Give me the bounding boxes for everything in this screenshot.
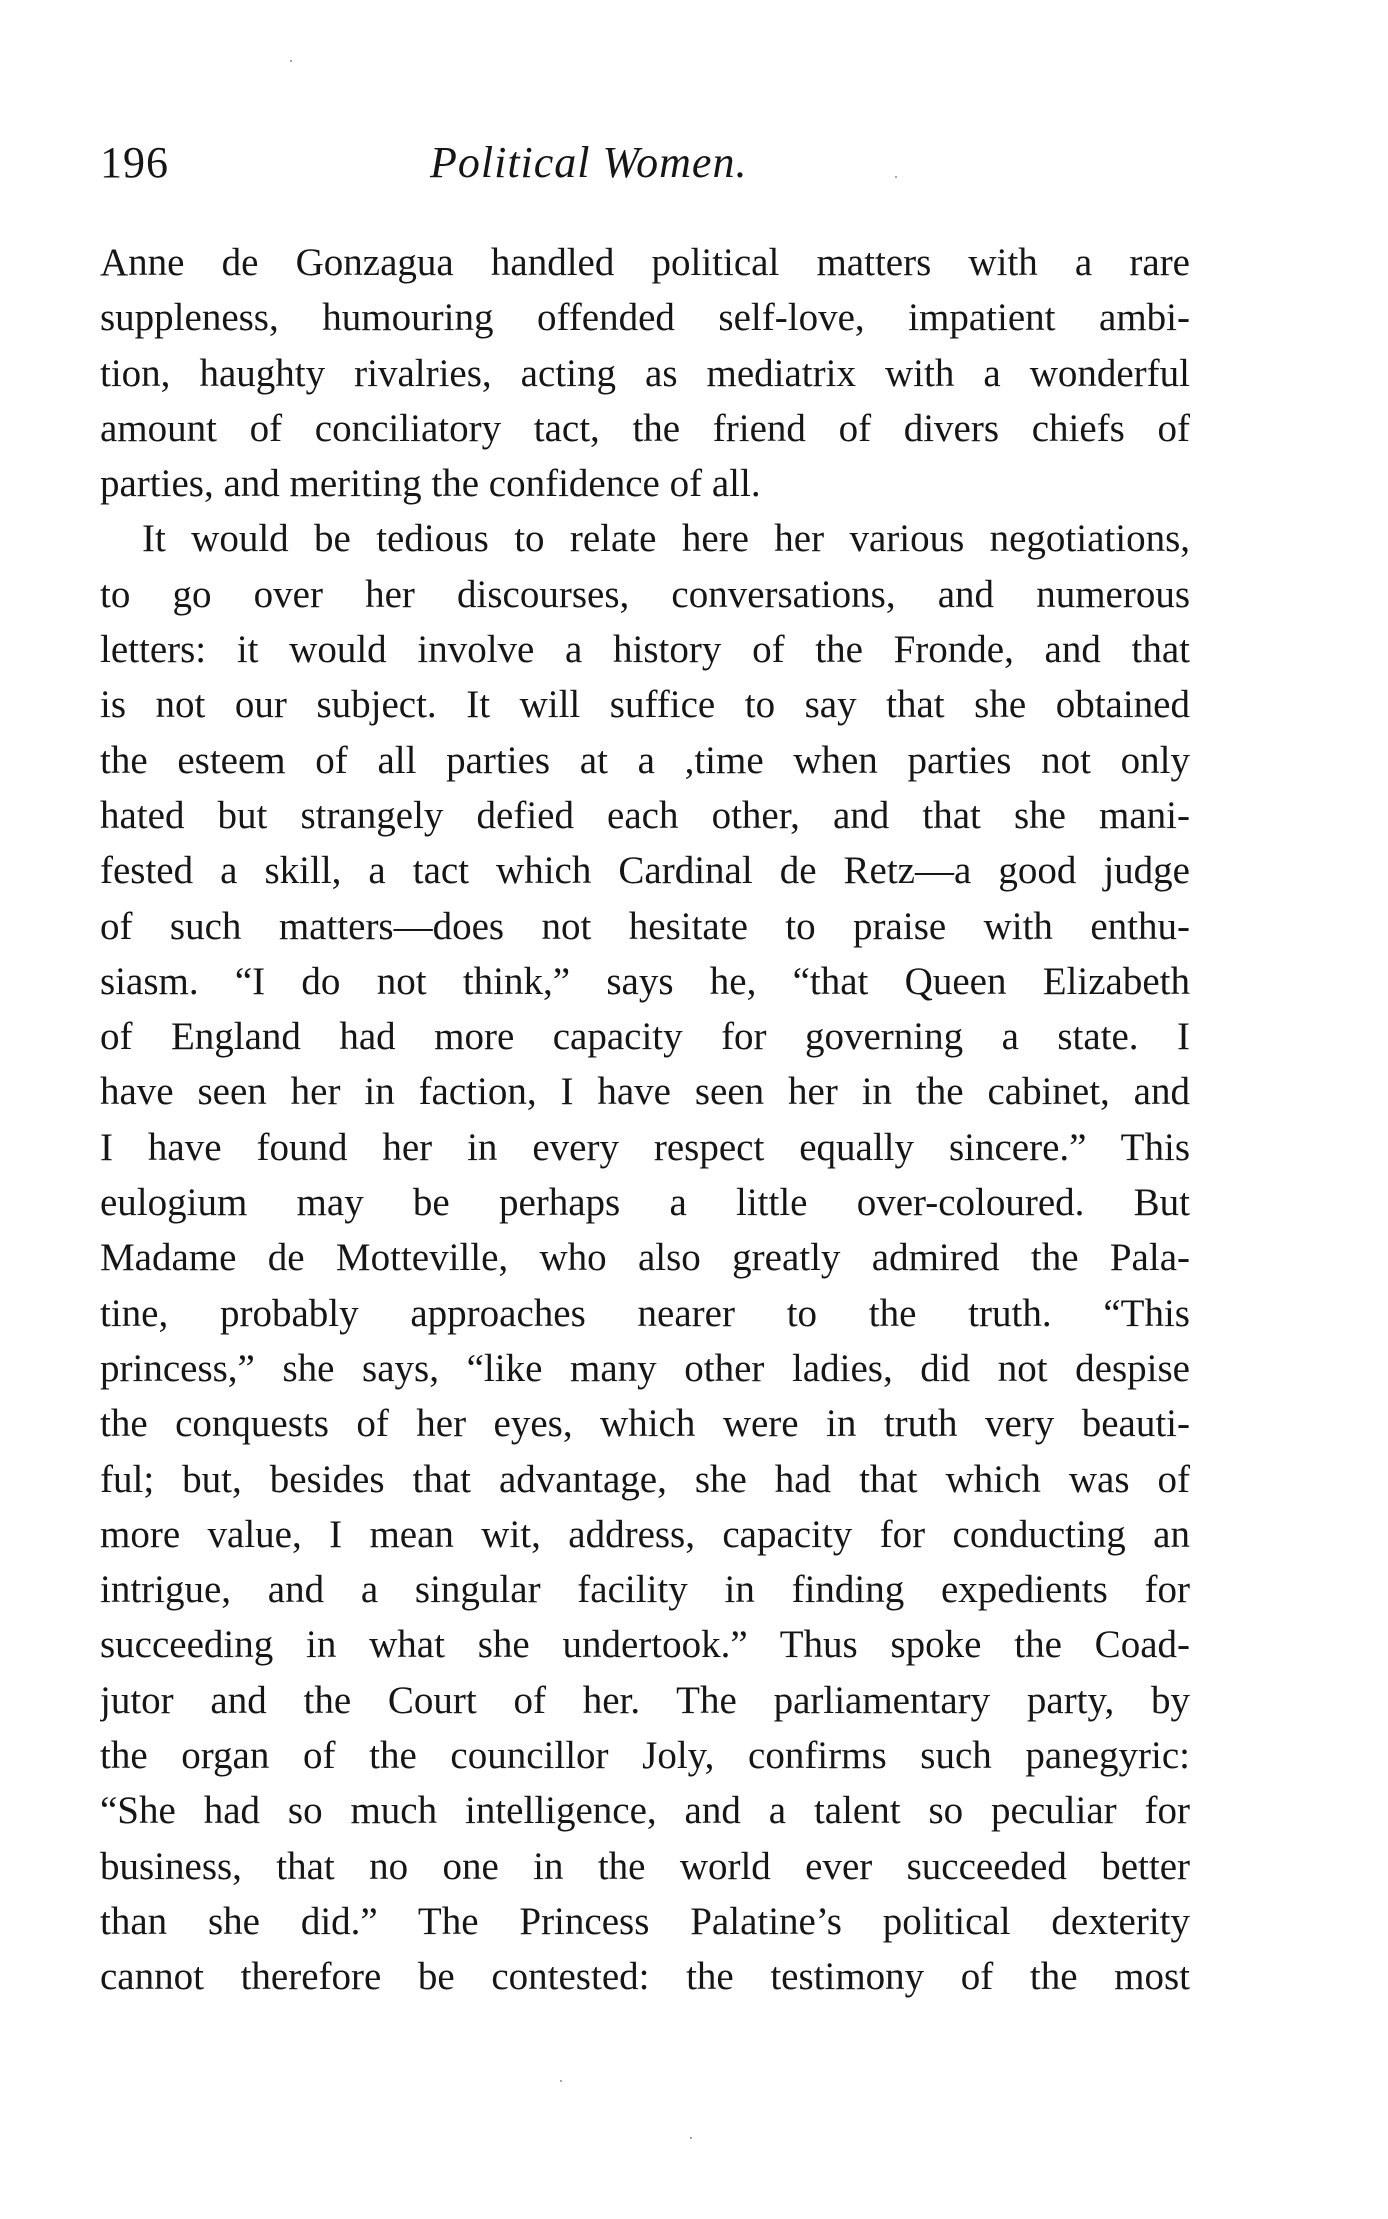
- text-line: intrigue, and a singular facility in finding expedients for: [100, 1568, 1190, 1612]
- text-line: parties, and meriting the confidence of all.: [100, 462, 761, 506]
- running-head: [100, 137, 1190, 197]
- text-line: than she did.” The Princess Palatine’s political dexterity: [100, 1899, 1190, 1943]
- text-line: of such matters—does not hesitate to praise with enthu-: [100, 904, 1190, 948]
- text-line: siasm. “I do not think,” says he, “that Queen Elizabeth: [100, 959, 1190, 1003]
- text-line: business, that no one in the world ever succeeded better: [100, 1844, 1190, 1888]
- text-line: fested a skill, a tact which Cardinal de Retz—a good judge: [100, 849, 1190, 893]
- paper-speck: [690, 2137, 692, 2139]
- page-number: 196: [100, 138, 169, 187]
- text-line: of England had more capacity for governing a state. I: [100, 1015, 1190, 1059]
- text-line: cannot therefore be contested: the testimony of the most: [100, 1955, 1190, 1999]
- text-line: suppleness, humouring offended self-love, impatient ambi-: [100, 296, 1190, 340]
- text-line: ful; but, besides that advantage, she had that which was of: [100, 1457, 1190, 1501]
- text-line: Madame de Motteville, who also greatly admired the Pala-: [100, 1236, 1190, 1280]
- text-line: It would be tedious to relate here her various negotiations,: [142, 517, 1190, 561]
- text-line: succeeding in what she undertook.” Thus spoke the Coad-: [100, 1623, 1190, 1667]
- body-text: [100, 235, 1190, 2005]
- text-line: is not our subject. It will suffice to say that she obtained: [100, 683, 1190, 727]
- text-line: jutor and the Court of her. The parliamentary party, by: [100, 1678, 1190, 1722]
- text-line: “She had so much intelligence, and a talent so peculiar for: [100, 1789, 1190, 1833]
- text-line: the organ of the councillor Joly, confirms such panegyric:: [100, 1734, 1190, 1778]
- text-line: eulogium may be perhaps a little over-coloured. But: [100, 1181, 1190, 1225]
- paper-speck: [560, 2080, 562, 2082]
- text-line: tion, haughty rivalries, acting as mediatrix with a wonderful: [100, 351, 1190, 395]
- text-line: amount of conciliatory tact, the friend of divers chiefs of: [100, 406, 1190, 450]
- text-line: Anne de Gonzagua handled political matters with a rare: [100, 241, 1190, 284]
- paper-speck: [290, 60, 292, 62]
- text-line: the conquests of her eyes, which were in truth very beauti-: [100, 1402, 1190, 1446]
- paper-speck: [895, 176, 897, 178]
- text-line: tine, probably approaches nearer to the truth. “This: [100, 1291, 1190, 1335]
- text-line: letters: it would involve a history of the Fronde, and that: [100, 628, 1190, 672]
- text-line: more value, I mean wit, address, capacity for conducting an: [100, 1512, 1190, 1556]
- running-title: Political Women.: [430, 138, 748, 187]
- text-line: to go over her discourses, conversations, and numerous: [100, 572, 1190, 616]
- text-line: I have found her in every respect equally sincere.” This: [100, 1125, 1190, 1169]
- text-line: princess,” she says, “like many other ladies, did not despise: [100, 1346, 1190, 1390]
- text-line: hated but strangely defied each other, and that she mani-: [100, 793, 1190, 837]
- text-line: have seen her in faction, I have seen her in the cabinet, and: [100, 1070, 1190, 1114]
- text-line: the esteem of all parties at a ,time when parties not only: [100, 738, 1190, 782]
